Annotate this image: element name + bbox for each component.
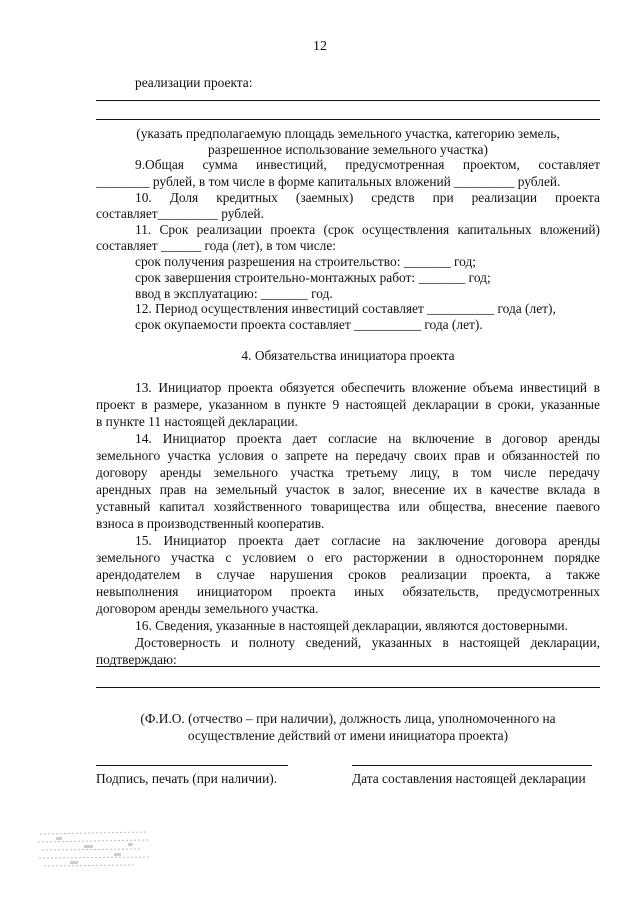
fio-line-1 <box>96 666 600 667</box>
faint-stamp-image <box>36 828 154 872</box>
plot-caption-line-1: (указать предполагаемую площадь земельного участка, категорию земель, <box>136 126 560 141</box>
item-11-construction-line: срок завершения строительно-монтажных работ: _______ год; <box>135 270 491 285</box>
item-14-line: уставный капитал хозяйственного товарищества или общества, внесение паевого <box>96 499 600 514</box>
date-line <box>352 765 592 766</box>
item-11-permit-line: срок получения разрешения на строительство: _______ год; <box>135 254 476 269</box>
item-14-line: арендных прав на земельный участок в залог, внесение их в качестве вклада в <box>96 482 600 497</box>
item-15-line: 15. Инициатор проекта дает согласие на заключение договора аренды <box>135 533 600 548</box>
item-12-line-2: срок окупаемости проекта составляет __________ года (лет). <box>135 317 483 332</box>
item-13-line: в пункте 11 настоящей декларации. <box>96 414 298 429</box>
item-12-line-1: 12. Период осуществления инвестиций составляет __________ года (лет), <box>135 301 556 316</box>
item-11-line-1: 11. Срок реализации проекта (срок осуществления капитальных вложений) <box>135 222 600 237</box>
item-15-line: арендодателем в случае нарушения сроков реализации проекта, а также <box>96 567 600 582</box>
plot-line-1 <box>96 100 600 101</box>
item-15-line: невыполнения инициатором проекта иных обязательств, предусмотренных <box>96 584 600 599</box>
item-14-paragraph <box>96 430 600 532</box>
confirmation-paragraph <box>96 634 600 668</box>
signature-label: Подпись, печать (при наличии). <box>96 771 278 786</box>
item-11-commissioning-line: ввод в эксплуатацию: _______ год. <box>135 286 333 301</box>
fio-caption-line-2: осуществление действий от имени инициатора проекта) <box>187 728 509 743</box>
item-9-line-1: 9.Общая сумма инвестиций, предусмотренная проектом, составляет <box>135 157 600 172</box>
plot-lead-text: реализации проекта: <box>135 75 253 90</box>
item-10-line-2: составляет_________ рублей. <box>96 206 264 221</box>
item-11-line-2: составляет ______ года (лет), в том числе: <box>96 238 336 253</box>
item-14-line: договору аренды земельного участка третьему лицу, в том числе передачу <box>96 465 600 480</box>
fio-caption-line-1: (Ф.И.О. (отчество – при наличии), должность лица, уполномоченного на <box>140 711 556 726</box>
confirmation-line: Достоверность и полноту сведений, указанных в настоящей декларации, <box>135 635 600 650</box>
item-13-line: проект в размере, указанном в пункте 9 настоящей декларации в сроки, указанные <box>96 397 600 412</box>
page-number: 12 <box>313 39 327 54</box>
item-14-line: земельного участка условия о запрете на передачу своих прав и обязанностей по <box>96 448 600 463</box>
item-13-line: 13. Инициатор проекта обязуется обеспечить вложение объема инвестиций в <box>135 380 600 395</box>
signature-line <box>96 765 288 766</box>
item-15-paragraph <box>96 532 600 617</box>
item-15-line: договором аренды земельного участка. <box>96 601 319 616</box>
plot-line-2 <box>96 119 600 120</box>
item-14-line: взноса в производственный кооператив. <box>96 516 325 531</box>
fio-line-2 <box>96 687 600 688</box>
date-label: Дата составления настоящей декларации <box>352 771 586 786</box>
item-15-line: земельного участка с условием о его расторжении в одностороннем порядке <box>96 550 600 565</box>
item-16-text: 16. Сведения, указанные в настоящей декларации, являются достоверными. <box>135 618 568 633</box>
item-10-line-1: 10. Доля кредитных (заемных) средств при реализации проекта <box>135 190 600 205</box>
item-14-line: 14. Инициатор проекта дает согласие на включение в договор аренды <box>135 431 600 446</box>
confirmation-line: подтверждаю: <box>96 652 177 667</box>
section-heading: 4. Обязательства инициатора проекта <box>241 348 455 363</box>
plot-caption-line-2: разрешенное использование земельного участка) <box>208 142 488 157</box>
item-13-paragraph <box>96 379 600 430</box>
item-9-line-2: ________ рублей, в том числе в форме капитальных вложений _________ рублей. <box>96 174 561 189</box>
